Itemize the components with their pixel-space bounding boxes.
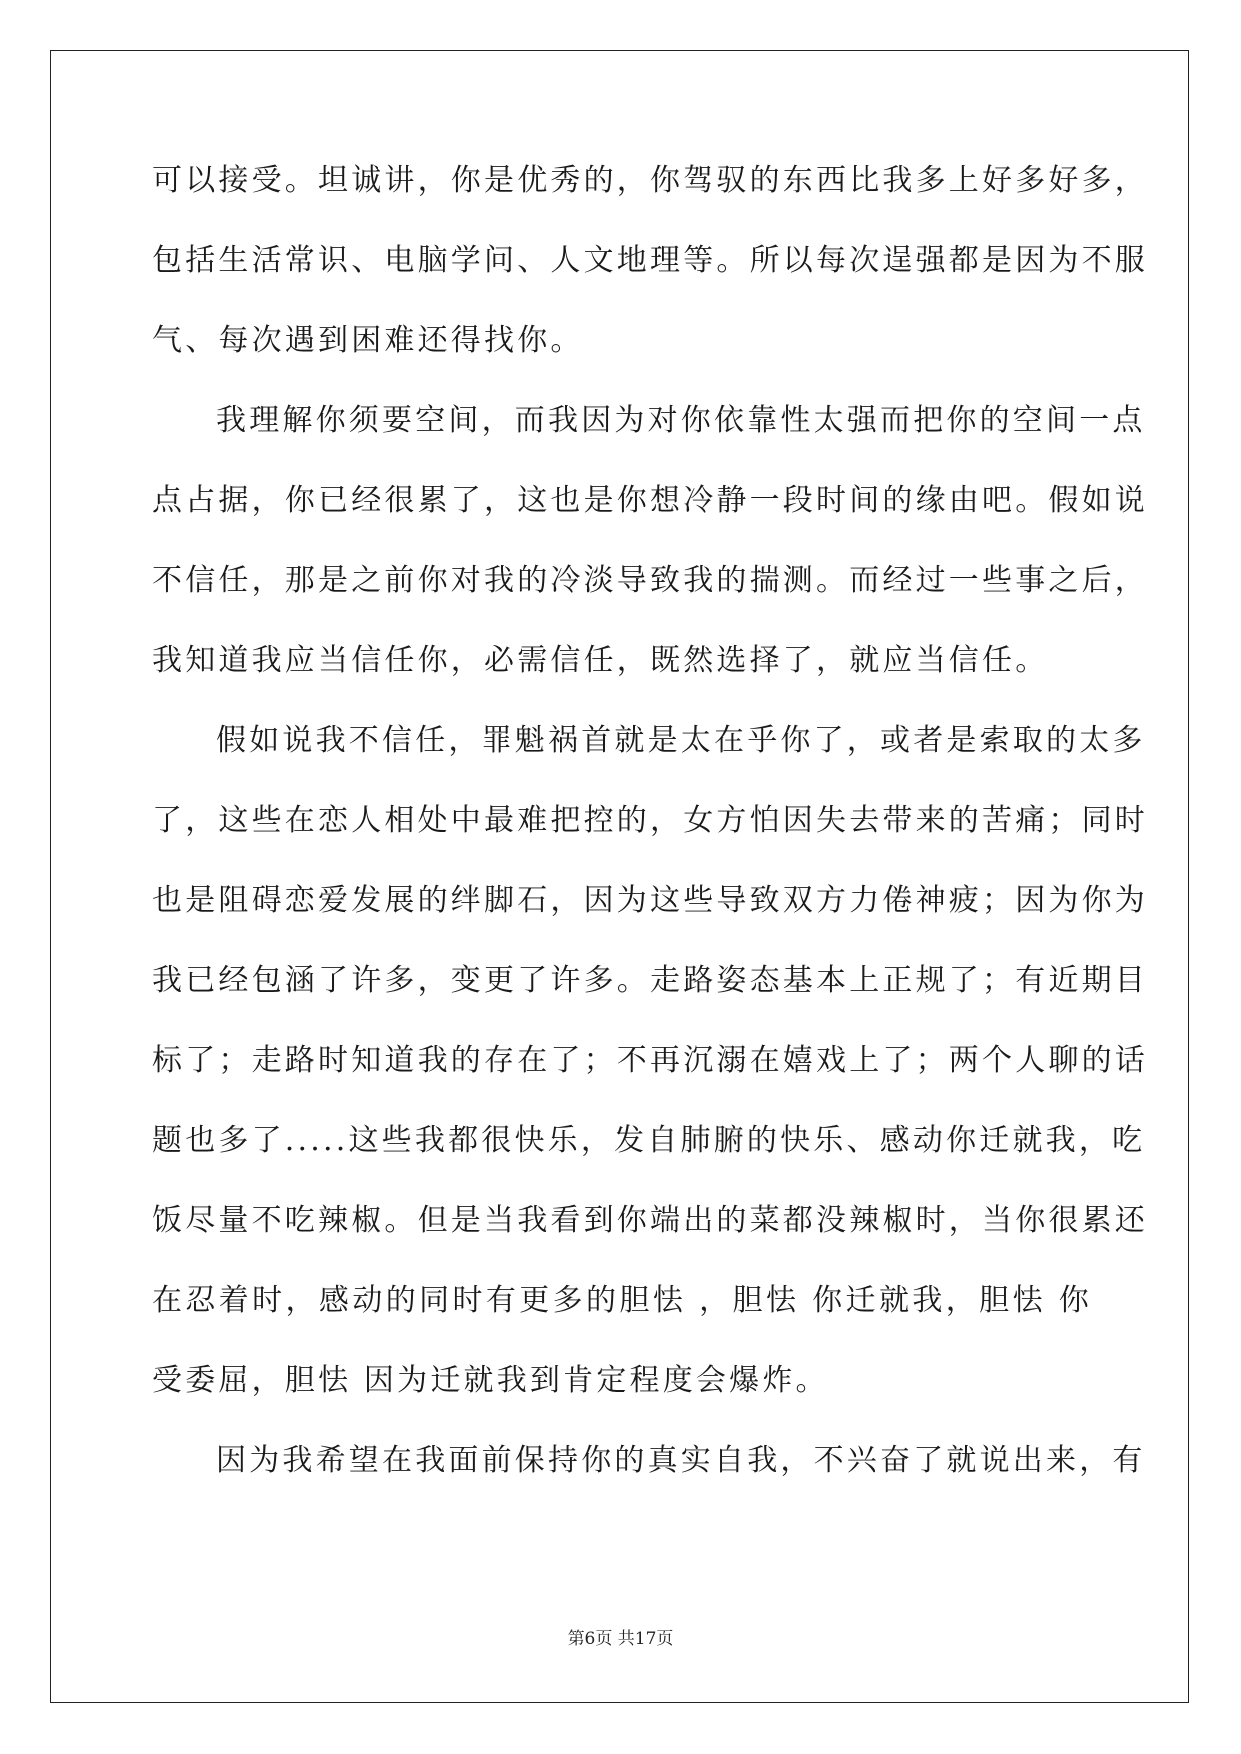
paragraph-first-line: 因为我希望在我面前保持你的真实自我，不兴奋了就说出来，有 (216, 1443, 1146, 1478)
text-line: 在忍着时，感动的同时有更多的胆怯 ，胆怯 你迁就我，胆怯 你 (152, 1283, 1092, 1318)
text-line: 气、每次遇到困难还得找你。 (152, 323, 584, 358)
text-line: 包括生活常识、电脑学问、人文地理等。所以每次逞强都是因为不服 (152, 243, 1148, 278)
paragraph-first-line: 假如说我不信任，罪魁祸首就是太在乎你了，或者是索取的太多 (216, 723, 1146, 758)
text-line: 可以接受。坦诚讲，你是优秀的，你驾驭的东西比我多上好多好多， (152, 163, 1148, 198)
text-line: 不信任，那是之前你对我的冷淡导致我的揣测。而经过一些事之后， (152, 563, 1148, 598)
page-number: 第6页 共17页 (567, 1629, 674, 1649)
text-line: 了，这些在恋人相处中最难把控的，女方怕因失去带来的苦痛；同时 (152, 803, 1148, 838)
text-line: 饭尽量不吃辣椒。但是当我看到你端出的菜都没辣椒时，当你很累还 (152, 1203, 1148, 1238)
text-line: 我知道我应当信任你，必需信任，既然选择了，就应当信任。 (152, 643, 1049, 678)
text-line: 受委屈，胆怯 因为迁就我到肯定程度会爆炸。 (152, 1363, 829, 1398)
text-line: 点占据，你已经很累了，这也是你想冷静一段时间的缘由吧。假如说 (152, 483, 1148, 518)
text-line: 标了；走路时知道我的存在了；不再沉溺在嬉戏上了；两个人聊的话 (152, 1043, 1148, 1078)
text-line: 我已经包涵了许多，变更了许多。走路姿态基本上正规了；有近期目 (152, 963, 1148, 998)
text-line: 也是阻碍恋爱发展的绊脚石，因为这些导致双方力倦神疲；因为你为 (152, 883, 1148, 918)
document-body (152, 155, 1148, 1515)
paragraph-first-line: 我理解你须要空间，而我因为对你依靠性太强而把你的空间一点 (216, 403, 1146, 438)
text-line: 题也多了.....这些我都很快乐，发自肺腑的快乐、感动你迁就我，吃 (152, 1123, 1146, 1158)
